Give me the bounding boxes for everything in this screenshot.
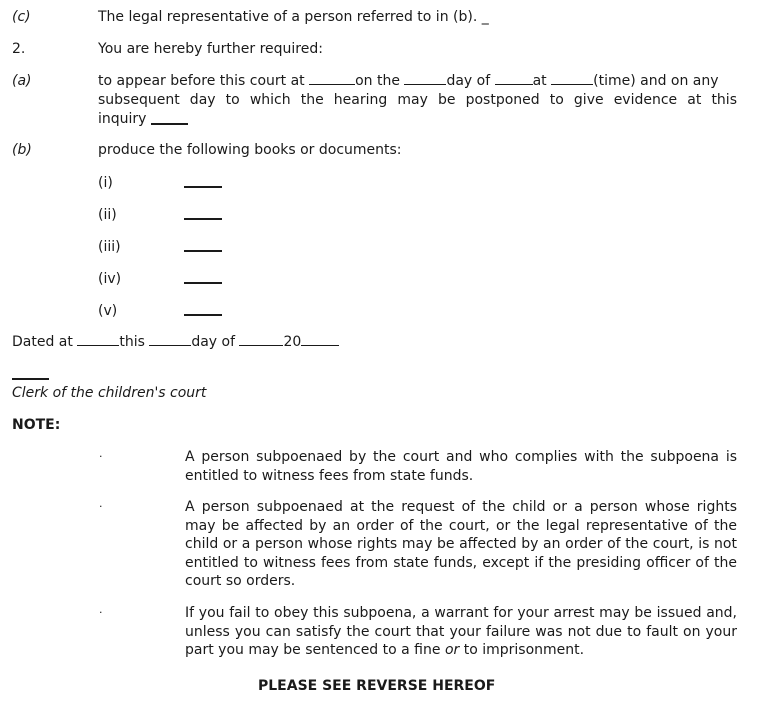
- item-c-text: The legal representative of a person referred to in (b). _: [98, 9, 489, 25]
- item-a-inquiry: inquiry: [98, 111, 147, 127]
- dated-line: [12, 333, 339, 351]
- note-item-2: A person subpoenaed at the request of the child or a person whose rights may be affected by an order of the court, or the legal representative of the child or a person whose rights may be affected by an order of the court, is not entitled to witness fees from state funds, except if the presiding officer of the court so orders.: [185, 499, 737, 589]
- note-item-3-prefix: If you fail to obey this subpoena, a warrant for your arrest may be issued and, unless you can satisfy the court that your failure was not due to fault on your part you may be sentenced to a fine: [185, 605, 737, 658]
- item-a-part-day-of: day of: [446, 73, 495, 89]
- item-a-part-on-the: on the: [355, 73, 405, 89]
- blank-dated-year[interactable]: [301, 333, 339, 346]
- subitem-i-label: (i): [98, 175, 113, 191]
- blank-subitem-iii[interactable]: [184, 250, 222, 252]
- item-2-label: 2.: [12, 41, 26, 57]
- item-a-label: (a): [12, 73, 32, 89]
- note-item-1: A person subpoenaed by the court and who complies with the subpoena is entitled to witness fees from state funds.: [185, 449, 737, 484]
- dated-day-of: day of: [191, 334, 240, 350]
- item-b-label: (b): [12, 142, 32, 158]
- note-bullet-1: ·: [99, 450, 103, 463]
- note-item-3-emph: or: [444, 642, 460, 658]
- note-bullet-3: ·: [99, 606, 103, 619]
- note-heading: NOTE:: [12, 417, 61, 433]
- item-b-text: produce the following books or documents:: [98, 142, 402, 158]
- blank-dated-month[interactable]: [239, 333, 283, 346]
- dated-at: Dated at: [12, 334, 78, 350]
- note-item-3-suffix: to imprisonment.: [459, 642, 585, 658]
- blank-court-place[interactable]: [309, 72, 355, 85]
- blank-month[interactable]: [495, 72, 533, 85]
- blank-time[interactable]: [551, 72, 593, 85]
- blank-subitem-i[interactable]: [184, 186, 222, 188]
- item-2-text: You are hereby further required:: [98, 41, 323, 57]
- subitem-iii-label: (iii): [98, 239, 121, 255]
- subitem-iv-label: (iv): [98, 271, 122, 287]
- note-item-3: [185, 604, 737, 660]
- item-c-label: (c): [12, 9, 31, 25]
- item-a-line3: [98, 110, 146, 128]
- blank-dated-day[interactable]: [149, 333, 191, 346]
- blank-dated-place[interactable]: [77, 333, 119, 346]
- clerk-title: Clerk of the children's court: [12, 385, 207, 401]
- reverse-notice: PLEASE SEE REVERSE HEREOF: [258, 678, 496, 694]
- note-bullet-2: ·: [99, 500, 103, 513]
- dated-this: this: [119, 334, 150, 350]
- item-a-part-court: to appear before this court at: [98, 73, 310, 89]
- blank-subitem-v[interactable]: [184, 314, 222, 316]
- item-a-line2: subsequent day to which the hearing may be postponed to give evidence at this: [98, 92, 737, 108]
- subitem-v-label: (v): [98, 303, 118, 319]
- dated-year-prefix: 20: [283, 334, 302, 350]
- blank-subitem-iv[interactable]: [184, 282, 222, 284]
- subitem-ii-label: (ii): [98, 207, 117, 223]
- item-a-part-at: at: [532, 73, 552, 89]
- blank-day[interactable]: [404, 72, 446, 85]
- blank-subitem-ii[interactable]: [184, 218, 222, 220]
- item-a-line1: [98, 72, 719, 90]
- blank-inquiry[interactable]: [151, 123, 188, 125]
- item-a-part-time: (time) and on any: [593, 73, 719, 89]
- blank-clerk-signature[interactable]: [12, 378, 49, 380]
